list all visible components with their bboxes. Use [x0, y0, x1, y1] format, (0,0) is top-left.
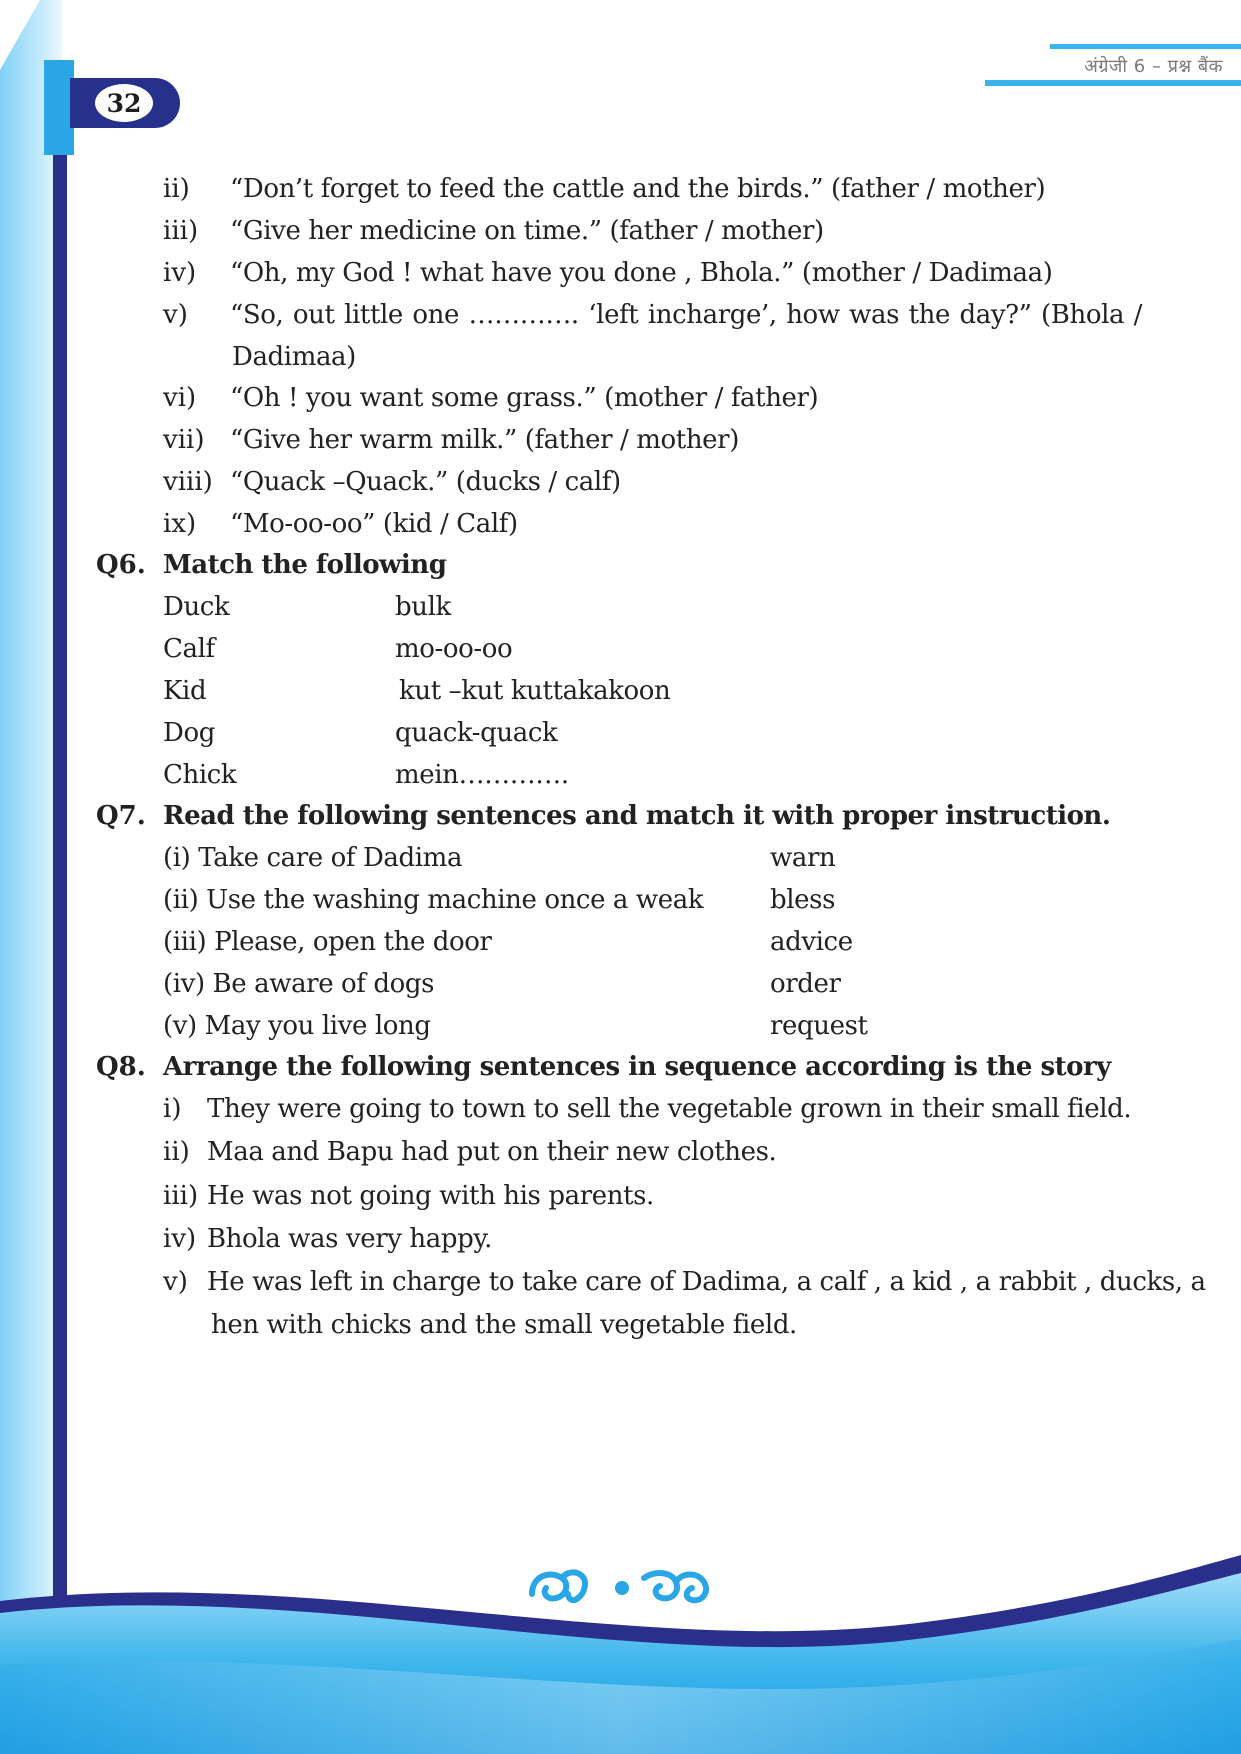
match-left: Dog: [163, 718, 215, 748]
running-header: अंग्रेजी 6 – प्रश्न बैंक: [1084, 56, 1223, 77]
match-left: Calf: [163, 634, 215, 664]
list-item-text-continued: hen with chicks and the small vegetable field.: [211, 1310, 797, 1340]
match-right: mein………….: [395, 760, 569, 790]
match-left: Chick: [163, 760, 237, 790]
list-item-text: He was not going with his parents.: [207, 1181, 654, 1211]
match-right: request: [770, 1011, 868, 1041]
header-rule-top: [1050, 44, 1241, 49]
list-item-number: viii): [163, 467, 213, 497]
match-right: bless: [770, 885, 836, 915]
list-item-text: “Oh ! you want some grass.” (mother / father): [230, 383, 819, 413]
list-item-number: ix): [163, 509, 197, 539]
question-title: Arrange the following sentences in sequence according is the story: [163, 1052, 1111, 1082]
list-item-text: He was left in charge to take care of Dadima, a calf , a kid , a rabbit , ducks, a: [207, 1267, 1206, 1297]
list-item-text: “Give her warm milk.” (father / mother): [230, 425, 739, 455]
question-title: Match the following: [163, 550, 447, 580]
list-item-number: ii): [163, 1137, 190, 1167]
flag-pole: [53, 95, 67, 1625]
question-title: Read the following sentences and match it with proper instruction.: [163, 801, 1111, 831]
match-left: Kid: [163, 676, 207, 706]
match-right: quack-quack: [395, 718, 558, 748]
list-item-number: v): [163, 1267, 188, 1297]
match-right: kut –kut kuttakakoon: [399, 676, 671, 706]
list-item-number: v): [163, 300, 188, 330]
match-right: order: [770, 969, 841, 999]
list-item-text: Bhola was very happy.: [207, 1224, 493, 1254]
match-right: warn: [770, 843, 836, 873]
match-right: mo-oo-oo: [395, 634, 513, 664]
list-item-text: “Don’t forget to feed the cattle and the birds.” (father / mother): [230, 174, 1046, 204]
match-left: Duck: [163, 592, 230, 622]
match-left: (ii) Use the washing machine once a weak: [163, 885, 704, 915]
question-label: Q8.: [96, 1052, 146, 1082]
list-item-text: “Oh, my God ! what have you done , Bhola.” (mother / Dadimaa): [230, 258, 1053, 288]
list-item-number: vi): [163, 383, 197, 413]
list-item-text: They were going to town to sell the vegetable grown in their small field.: [207, 1094, 1132, 1124]
list-item-number: iv): [163, 1224, 197, 1254]
match-left: (iv) Be aware of dogs: [163, 969, 435, 999]
match-right: bulk: [395, 592, 451, 622]
question-label: Q7.: [96, 801, 146, 831]
page-number: 32: [95, 84, 153, 122]
footer-wave: [0, 1555, 1241, 1754]
match-left: (iii) Please, open the door: [163, 927, 492, 957]
list-item-number: iv): [163, 258, 197, 288]
match-left: (i) Take care of Dadima: [163, 843, 463, 873]
list-item-text: “Give her medicine on time.” (father / mother): [230, 216, 824, 246]
list-item-number: iii): [163, 1181, 199, 1211]
list-item-number: ii): [163, 174, 190, 204]
list-item-number: i): [163, 1094, 182, 1124]
list-item-text: “Mo-oo-oo” (kid / Calf): [230, 509, 518, 539]
list-item-text: “Quack –Quack.” (ducks / calf): [230, 467, 621, 497]
list-item-text: Maa and Bapu had put on their new clothes.: [207, 1137, 777, 1167]
left-band-corner: [0, 0, 40, 70]
list-item-text-continued: Dadimaa): [232, 342, 356, 372]
list-item-number: iii): [163, 216, 199, 246]
list-item-number: vii): [163, 425, 205, 455]
list-item-text: “So, out little one …………. ‘left incharge’, how was the day?” (Bhola /: [230, 300, 1142, 330]
question-label: Q6.: [96, 550, 146, 580]
match-right: advice: [770, 927, 853, 957]
header-rule-bottom: [985, 80, 1241, 86]
match-left: (v) May you live long: [163, 1011, 431, 1041]
